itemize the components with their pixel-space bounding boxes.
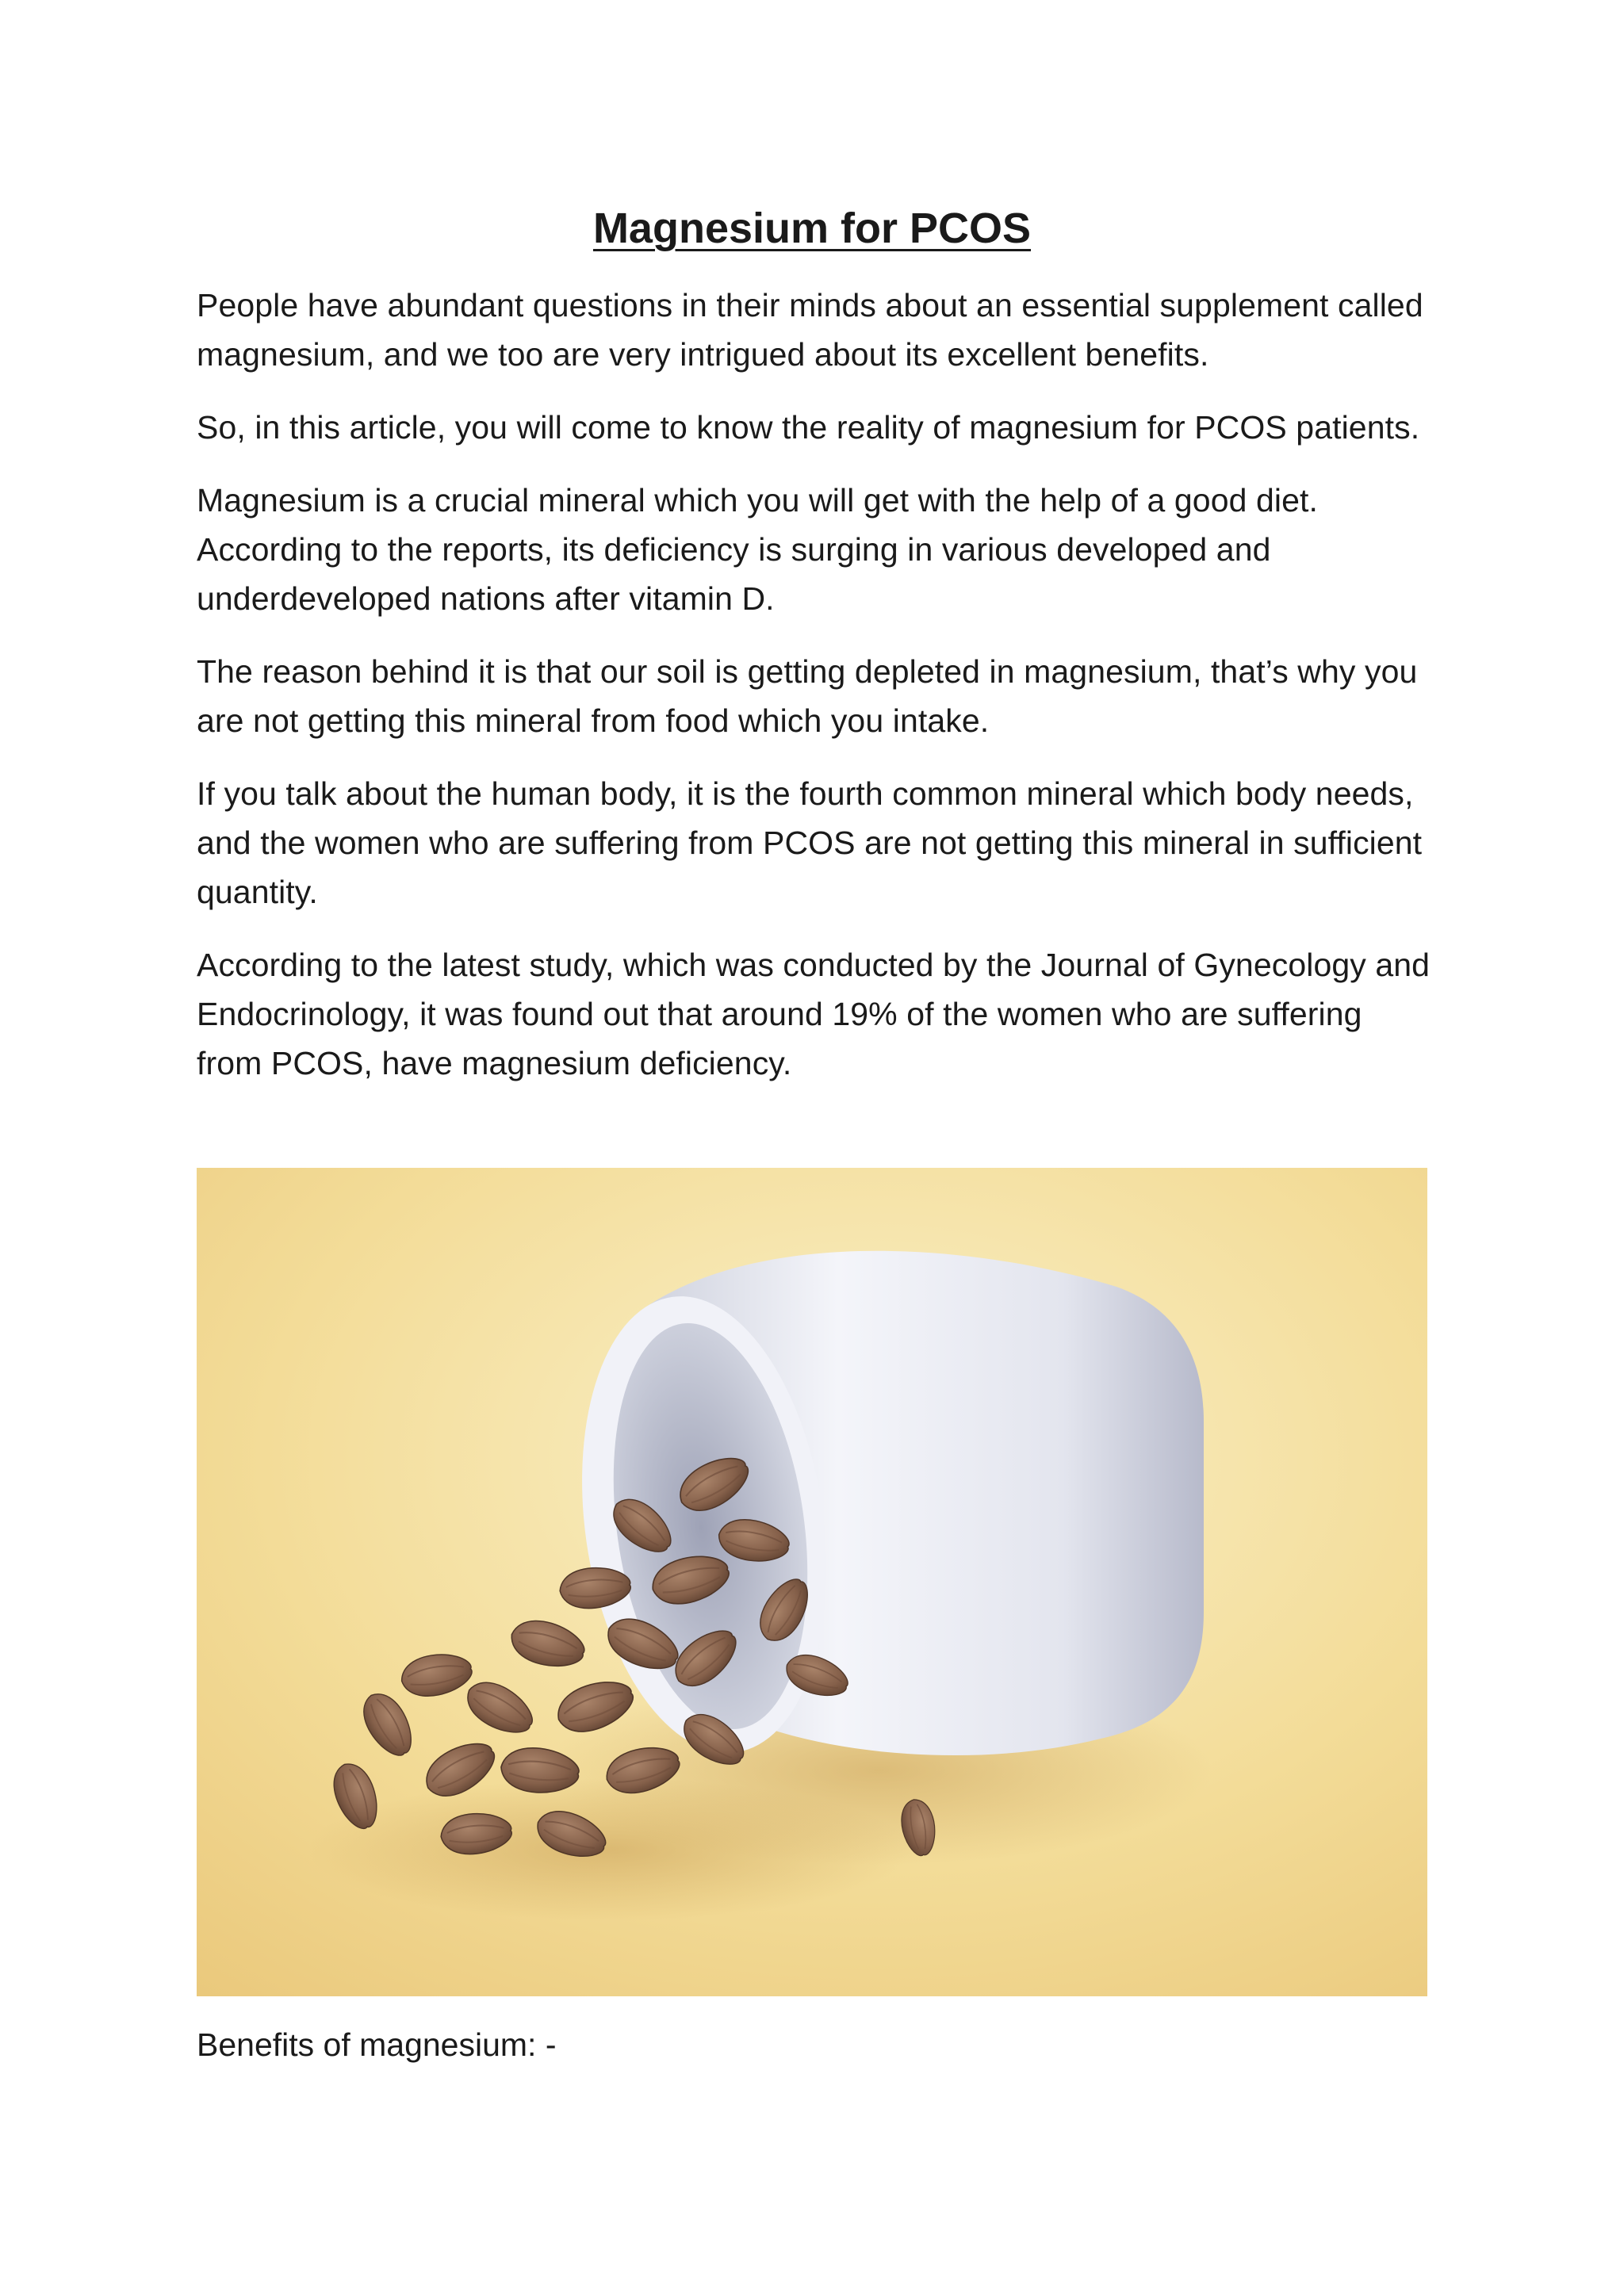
- paragraph-2: So, in this article, you will come to know the reality of magnesium for PCOS patients.: [197, 409, 1420, 446]
- section-heading: Benefits of magnesium: -: [197, 2026, 557, 2063]
- paragraph-5: If you talk about the human body, it is the fourth common mineral which body needs, and the women who are suffering from PCOS are not getting this mineral in sufficient quantity.: [197, 775, 1423, 910]
- paragraph-4: The reason behind it is that our soil is getting depleted in magnesium, that’s why you are not getting this mineral from food which you intake.: [197, 653, 1418, 739]
- article-body: [197, 281, 1434, 1112]
- paragraph-6: According to the latest study, which was conducted by the Journal of Gynecology and Endocrinology, it was found out that around 19% of the women who are suffering from PCOS, have magnesium deficiency.: [197, 947, 1431, 1081]
- paragraph-1: People have abundant questions in their minds about an essential supplement called magnesium, and we too are very intrigued about its excellent benefits.: [197, 287, 1423, 373]
- almonds-cup-photo: [197, 1168, 1427, 1996]
- page-title: Magnesium for PCOS: [592, 205, 1032, 252]
- paragraph-3: Magnesium is a crucial mineral which you will get with the help of a good diet. According to the reports, its deficiency is surging in various developed and underdeveloped nations after vitamin D.: [197, 482, 1318, 617]
